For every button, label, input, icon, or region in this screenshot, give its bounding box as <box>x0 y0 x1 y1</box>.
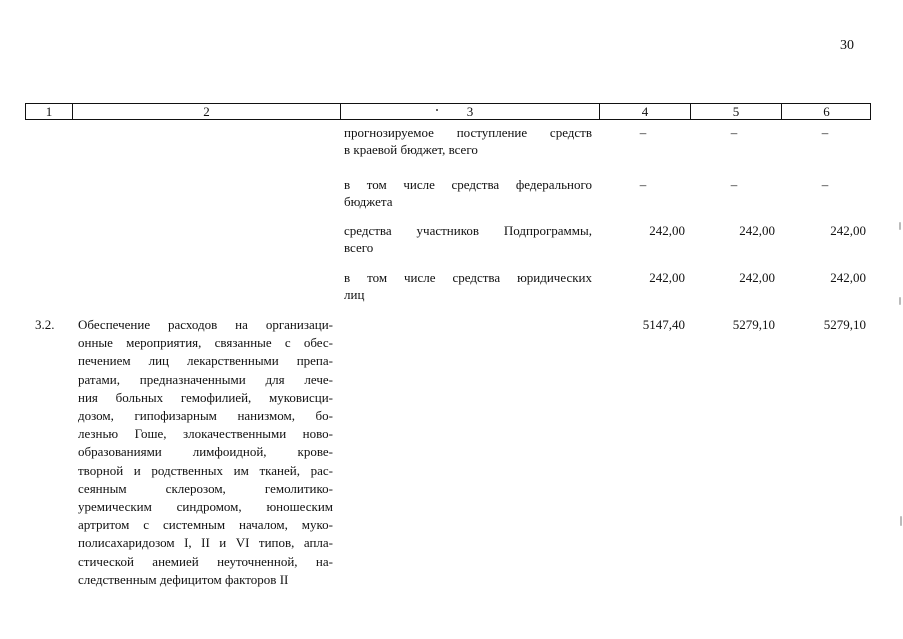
item-text-line: артритом с системным началом, муко- <box>78 517 333 533</box>
column-header-2: 2 <box>72 104 340 119</box>
row-value-col5: – <box>730 125 738 140</box>
row-value-col4: 242,00 <box>649 223 685 238</box>
item-value-col4: 5147,40 <box>642 317 685 332</box>
row-text-line: прогнозируемое поступление средств <box>344 125 592 140</box>
item-text-line: Обеспечение расходов на организаци- <box>78 317 333 332</box>
item-description <box>78 316 333 589</box>
table-header-row <box>25 103 871 120</box>
row-text-line: лиц <box>344 287 365 302</box>
item-text-line: онные мероприятия, связанные с обес- <box>78 335 333 351</box>
row-description <box>344 269 592 303</box>
row-text-line: в том числе средства юридических <box>344 270 592 285</box>
item-text-line: лезнью Гоше, злокачественными ново- <box>78 426 333 442</box>
scan-speck <box>900 516 902 526</box>
row-text-line: в краевой бюджет, всего <box>344 142 478 157</box>
item-text-line: печением лиц лекарственными препа- <box>78 353 333 369</box>
item-text-line: ния больных гемофилией, муковисци- <box>78 389 333 405</box>
row-text-line: в том числе средства федерального <box>344 177 592 192</box>
page-number: 30 <box>840 38 854 53</box>
row-text-line: средства участников Подпрограммы, <box>344 223 592 238</box>
item-text-line: уремическим синдромом, юношеским <box>78 499 333 515</box>
item-number: 3.2. <box>35 317 55 332</box>
column-header-4: 4 <box>599 104 690 119</box>
item-value-col6: 5279,10 <box>823 317 866 332</box>
column-header-5: 5 <box>690 104 781 119</box>
row-value-col5: – <box>730 177 738 192</box>
row-description <box>344 176 592 210</box>
scan-speck <box>899 297 901 305</box>
item-text-line: ратами, предназначенными для лече- <box>78 371 333 387</box>
row-value-col4: 242,00 <box>649 270 685 285</box>
row-value-col6: 242,00 <box>830 223 866 238</box>
row-value-col5: 242,00 <box>739 223 775 238</box>
row-value-col6: – <box>821 177 829 192</box>
item-text-line: сеянным склерозом, гемолитико- <box>78 480 333 496</box>
item-text-line: полисахаридозом I, II и VI типов, апла- <box>78 535 333 551</box>
column-header-6: 6 <box>781 104 871 119</box>
row-description <box>344 222 592 256</box>
item-text-line: творной и родственных им тканей, рас- <box>78 462 333 478</box>
item-value-col5: 5279,10 <box>732 317 775 332</box>
item-text-line: дозом, гипофизарным нанизмом, бо- <box>78 408 333 424</box>
row-description <box>344 124 592 158</box>
row-value-col5: 242,00 <box>739 270 775 285</box>
item-text-line: образованиями лимфоидной, крове- <box>78 444 333 460</box>
column-header-1: 1 <box>45 104 53 119</box>
row-text-line: бюджета <box>344 194 393 209</box>
column-header-3: 3 <box>340 104 599 119</box>
row-value-col6: – <box>821 125 829 140</box>
scan-dot <box>436 109 438 111</box>
item-text-line: стической анемией неуточненной, на- <box>78 553 333 569</box>
row-value-col6: 242,00 <box>830 270 866 285</box>
row-value-col4: – <box>639 177 647 192</box>
row-value-col4: – <box>639 125 647 140</box>
scan-speck <box>899 222 901 230</box>
row-text-line: всего <box>344 240 374 255</box>
item-text-line: следственным дефицитом факторов II <box>78 571 289 587</box>
